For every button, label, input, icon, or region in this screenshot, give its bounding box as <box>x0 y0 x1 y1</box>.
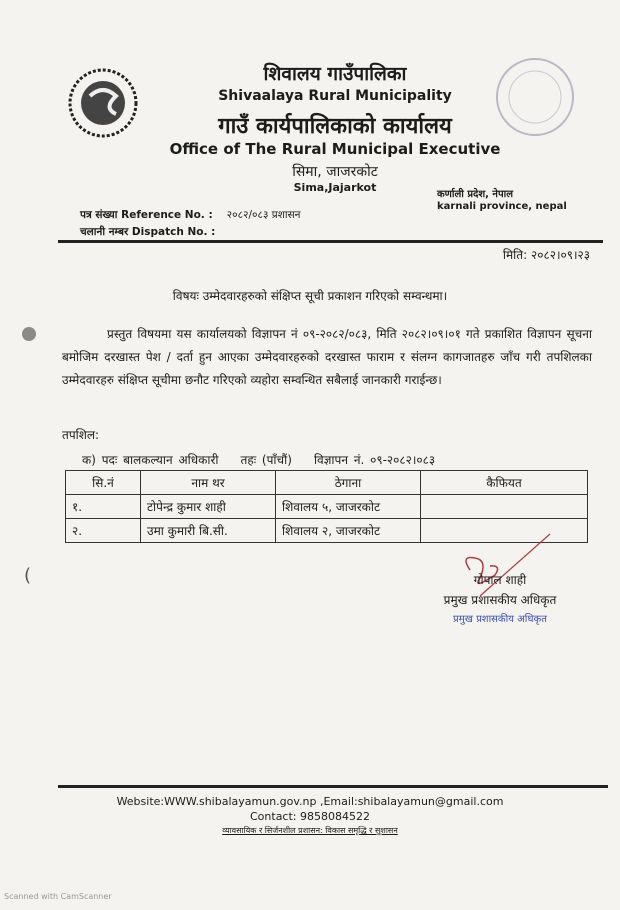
name-cell: टोपेन्द्र कुमार शाही <box>141 495 276 519</box>
footer-motto: व्यावसायिक र सिर्जनशील प्रशासन: विकास समृद्धि र सुशासन <box>222 826 398 835</box>
post-level: तहः (पाँचौं) <box>240 453 292 467</box>
dispatch-number <box>80 225 215 239</box>
place-en: Sima,Jajarkot <box>293 181 377 194</box>
remarks-cell <box>421 495 588 519</box>
advertisement-number: विज्ञापन नं. ०९-२०८२।०८३ <box>313 453 436 467</box>
footer-contact: Contact: 9858084522 <box>250 810 370 823</box>
subject-line: विषयः उम्मेदवारहरुको संक्षिप्त सूची प्रकाशन गरिएको सम्वन्धमा। <box>172 289 448 303</box>
municipality-name-np: शिवालय गाउँपालिका <box>263 63 407 85</box>
column-header: कैफियत <box>421 471 588 495</box>
municipality-logo-icon <box>66 66 140 140</box>
footer-divider <box>58 785 608 788</box>
name-cell: उमा कुमारी बि.सी. <box>141 519 276 543</box>
signature-block <box>400 570 600 630</box>
address-cell: शिवालय २, जाजरकोट <box>276 519 421 543</box>
dispatch-label-np: चलानी नम्बर <box>80 226 129 238</box>
post-position: क) पदः बालकल्यान अधिकारी <box>82 453 219 467</box>
office-name-np: गाउँ कार्यपालिकाको कार्यालय <box>218 114 452 139</box>
address-cell: शिवालय ५, जाजरकोट <box>276 495 421 519</box>
body-paragraph: प्रस्तुत विषयमा यस कार्यालयको विज्ञापन नं ०९-२०८२/०८३, मिति २०८२।०९।०१ गते प्रकाशित विज्ञापन सूचना बमोजिम दरखास्त पेश / दर्ता हुन आएका उम्मेदवारहरुको दरखास्त फाराम र संलग्न कागजातहरु जाँच गरी तपशिलका उम्मेदवारहरु संक्षिप्त सूचीमा छनौट गरिएको व्यहोरा सम्वन्धित सबैलाई जानकारी गराईन्छ। <box>62 327 592 387</box>
serial-cell: २. <box>66 519 141 543</box>
header-divider <box>58 240 603 243</box>
scan-mark: ( <box>24 565 32 586</box>
details-label: तपशिल: <box>62 428 100 442</box>
letter-date: मिति: २०८२।०९।२३ <box>502 248 590 262</box>
camscanner-watermark: Scanned with CamScanner <box>4 892 112 901</box>
reference-number <box>80 208 301 222</box>
punch-hole <box>22 327 36 341</box>
reference-label-np: पत्र संख्या <box>80 209 118 221</box>
post-details <box>82 451 457 468</box>
office-name-en: Office of The Rural Municipal Executive <box>169 140 501 158</box>
table-header-row <box>66 471 588 495</box>
place-np: सिमा, जाजरकोट <box>292 164 378 180</box>
signatory-title: प्रमुख प्रशासकीय अधिकृत <box>443 593 557 607</box>
serial-cell: १. <box>66 495 141 519</box>
reference-value: २०८२/०८३ प्रशासन <box>226 209 301 221</box>
column-header: नाम थर <box>141 471 276 495</box>
footer-website: Website:WWW.shibalayamun.gov.np ,Email:shibalayamun@gmail.com <box>116 795 504 808</box>
column-header: सि.नं <box>66 471 141 495</box>
province-en: karnali province, nepal <box>437 201 567 212</box>
province-np: कर्णाली प्रदेश, नेपाल <box>437 189 514 200</box>
signatory-name: गोपाल शाही <box>473 573 527 587</box>
municipality-name-en: Shivaalaya Rural Municipality <box>218 88 452 104</box>
dispatch-label-en: Dispatch No. : <box>131 226 216 238</box>
table-row <box>66 495 588 519</box>
column-header: ठेगाना <box>276 471 421 495</box>
title-stamp: प्रमुख प्रशासकीय अधिकृत <box>453 614 547 625</box>
reference-label-en: Reference No. : <box>121 209 213 221</box>
